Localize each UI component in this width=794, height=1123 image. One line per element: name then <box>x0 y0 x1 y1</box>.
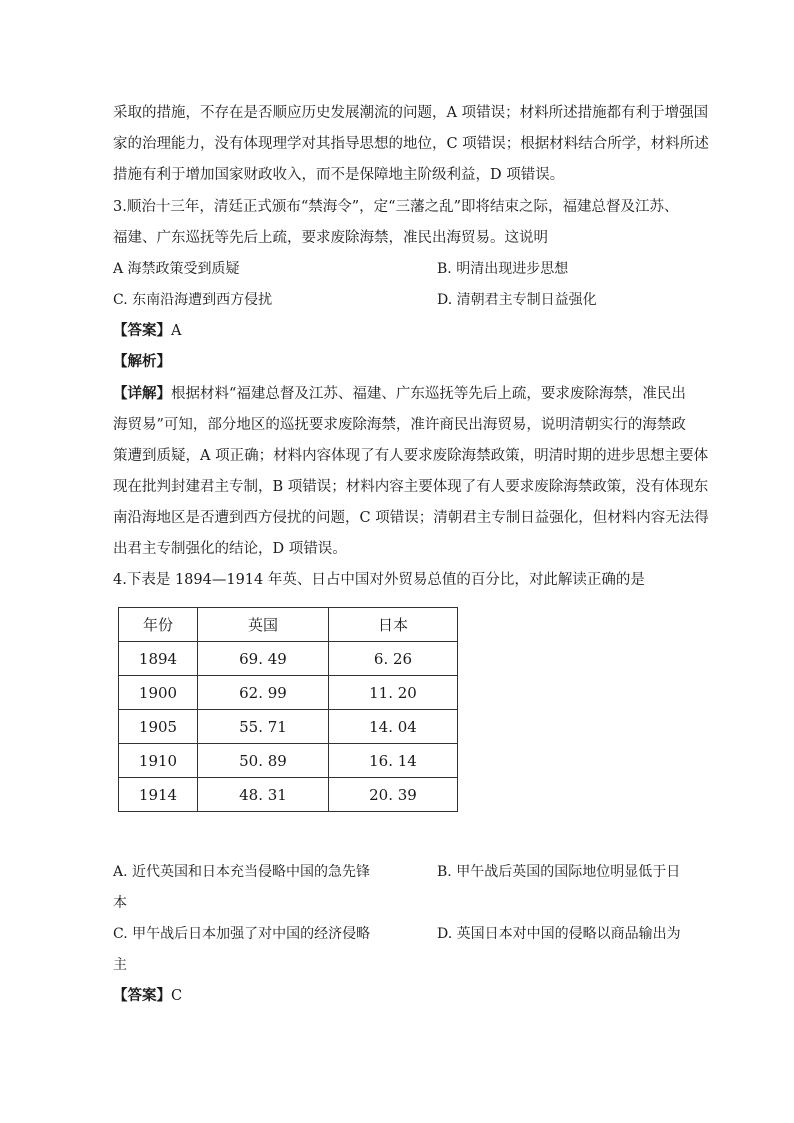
table-row <box>119 778 458 812</box>
table-cell: 1900 <box>119 676 198 710</box>
table-row <box>119 744 458 778</box>
table-cell: 16. 14 <box>329 744 458 778</box>
q4-answer <box>113 986 182 1006</box>
detail-line: 海贸易”可知，部分地区的巡抚要求废除海禁，准许商民出海贸易，说明清朝实行的海禁政 <box>113 417 686 433</box>
q4-option-c: C. 甲午战后日本加强了对中国的经济侵略 <box>113 926 371 942</box>
table-cell: 14. 04 <box>329 710 458 744</box>
table-cell: 62. 99 <box>198 676 329 710</box>
q3-option-c: C. 东南沿海遭到西方侵扰 <box>113 292 273 308</box>
question-4-stem: 4.下表是 1894—1914 年英、日占中国对外贸易总值的百分比，对此解读正确的是 <box>113 572 645 588</box>
paragraph-line: 家的治理能力，没有体现理学对其指导思想的地位，C 项错误；根据材料结合所学，材料所述 <box>113 136 709 152</box>
q3-option-b: B. 明清出现进步思想 <box>437 261 569 277</box>
question-3-stem: 3.顺治十三年，清廷正式颁布“禁海令”，定“三藩之乱”即将结束之际，福建总督及江苏、 <box>113 199 679 215</box>
table-row <box>119 710 458 744</box>
detail-line: 现在批判封建君主专制，B 项错误；材料内容主要体现了有人要求废除海禁政策，没有体现东 <box>113 479 709 495</box>
answer-value: A <box>171 323 182 339</box>
q4-option-a: A. 近代英国和日本充当侵略中国的急先锋 <box>113 864 371 880</box>
detail-line: 南沿海地区是否遭到西方侵扰的问题，C 项错误；清朝君主专制日益强化，但材料内容无法得 <box>113 510 709 526</box>
answer-value: C <box>171 988 183 1004</box>
table-cell: 50. 89 <box>198 744 329 778</box>
table-cell: 20. 39 <box>329 778 458 812</box>
table-row <box>119 676 458 710</box>
table-header: 英国 <box>198 608 329 642</box>
analysis-label: 【解析】 <box>113 353 171 370</box>
detail-line: 出君主专制强化的结论，D 项错误。 <box>113 541 347 557</box>
table-row <box>119 642 458 676</box>
table-cell: 1910 <box>119 744 198 778</box>
q4-option-b: B. 甲午战后英国的国际地位明显低于日 <box>437 864 681 880</box>
q4-option-d: D. 英国日本对中国的侵略以商品输出为 <box>437 926 681 942</box>
paragraph-line: 采取的措施，不存在是否顺应历史发展潮流的问题，A 项错误；材料所述措施都有利于增强国 <box>113 105 709 121</box>
table-cell: 6. 26 <box>329 642 458 676</box>
detail-line <box>113 384 686 404</box>
table-cell: 1905 <box>119 710 198 744</box>
question-3-stem: 福建、广东巡抚等先后上疏，要求废除海禁，准民出海贸易。这说明 <box>113 230 548 246</box>
paragraph-line: 措施有利于增加国家财政收入，而不是保障地主阶级利益，D 项错误。 <box>113 167 565 183</box>
trade-table <box>118 607 458 812</box>
answer-label: 【答案】 <box>113 987 171 1004</box>
table-cell: 1894 <box>119 642 198 676</box>
answer-label: 【答案】 <box>113 322 171 339</box>
table-header-row <box>119 608 458 642</box>
table-cell: 48. 31 <box>198 778 329 812</box>
q3-option-d: D. 清朝君主专制日益强化 <box>437 292 597 308</box>
table-header: 日本 <box>329 608 458 642</box>
detail-label: 【详解】 <box>113 385 171 402</box>
detail-text: 根据材料“福建总督及江苏、福建、广东巡抚等先后上疏，要求废除海禁，准民出 <box>171 386 686 402</box>
table-cell: 11. 20 <box>329 676 458 710</box>
q3-answer <box>113 321 181 341</box>
table-cell: 55. 71 <box>198 710 329 744</box>
table-cell: 69. 49 <box>198 642 329 676</box>
detail-line: 策遭到质疑，A 项正确；材料内容体现了有人要求废除海禁政策，明清时期的进步思想主要体 <box>113 448 709 464</box>
q3-option-a: A 海禁政策受到质疑 <box>113 261 240 277</box>
table-cell: 1914 <box>119 778 198 812</box>
q4-option-b-continued: 本 <box>113 895 127 911</box>
table-header: 年份 <box>119 608 198 642</box>
q4-option-d-continued: 主 <box>113 957 127 973</box>
